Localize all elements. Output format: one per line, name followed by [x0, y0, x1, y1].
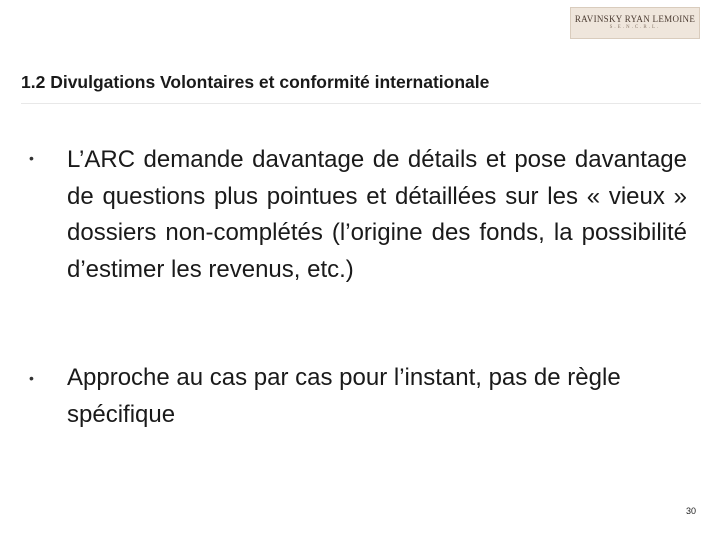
logo-text: RAVINSKY RYAN LEMOINE: [574, 14, 696, 24]
slide-title: 1.2 Divulgations Volontaires et conformité internationale: [21, 72, 490, 92]
title-divider: [21, 103, 701, 104]
bullet-text: Approche au cas par cas pour l’instant, pas de règle spécifique: [67, 364, 621, 428]
bullet-marker: •: [29, 150, 34, 166]
bullet-marker: •: [29, 370, 34, 386]
logo-subtext: S.E.N.C.R.L.: [609, 25, 661, 30]
bullet-text: L’ARC demande davantage de détails et pose davantage de questions plus pointues et détaillées sur les « vieux » dossiers non-complétés (l’origine des fonds, la possibilité d’estimer les revenus, etc.): [67, 146, 687, 283]
company-logo: [570, 7, 700, 39]
page-number: 30: [685, 506, 696, 516]
